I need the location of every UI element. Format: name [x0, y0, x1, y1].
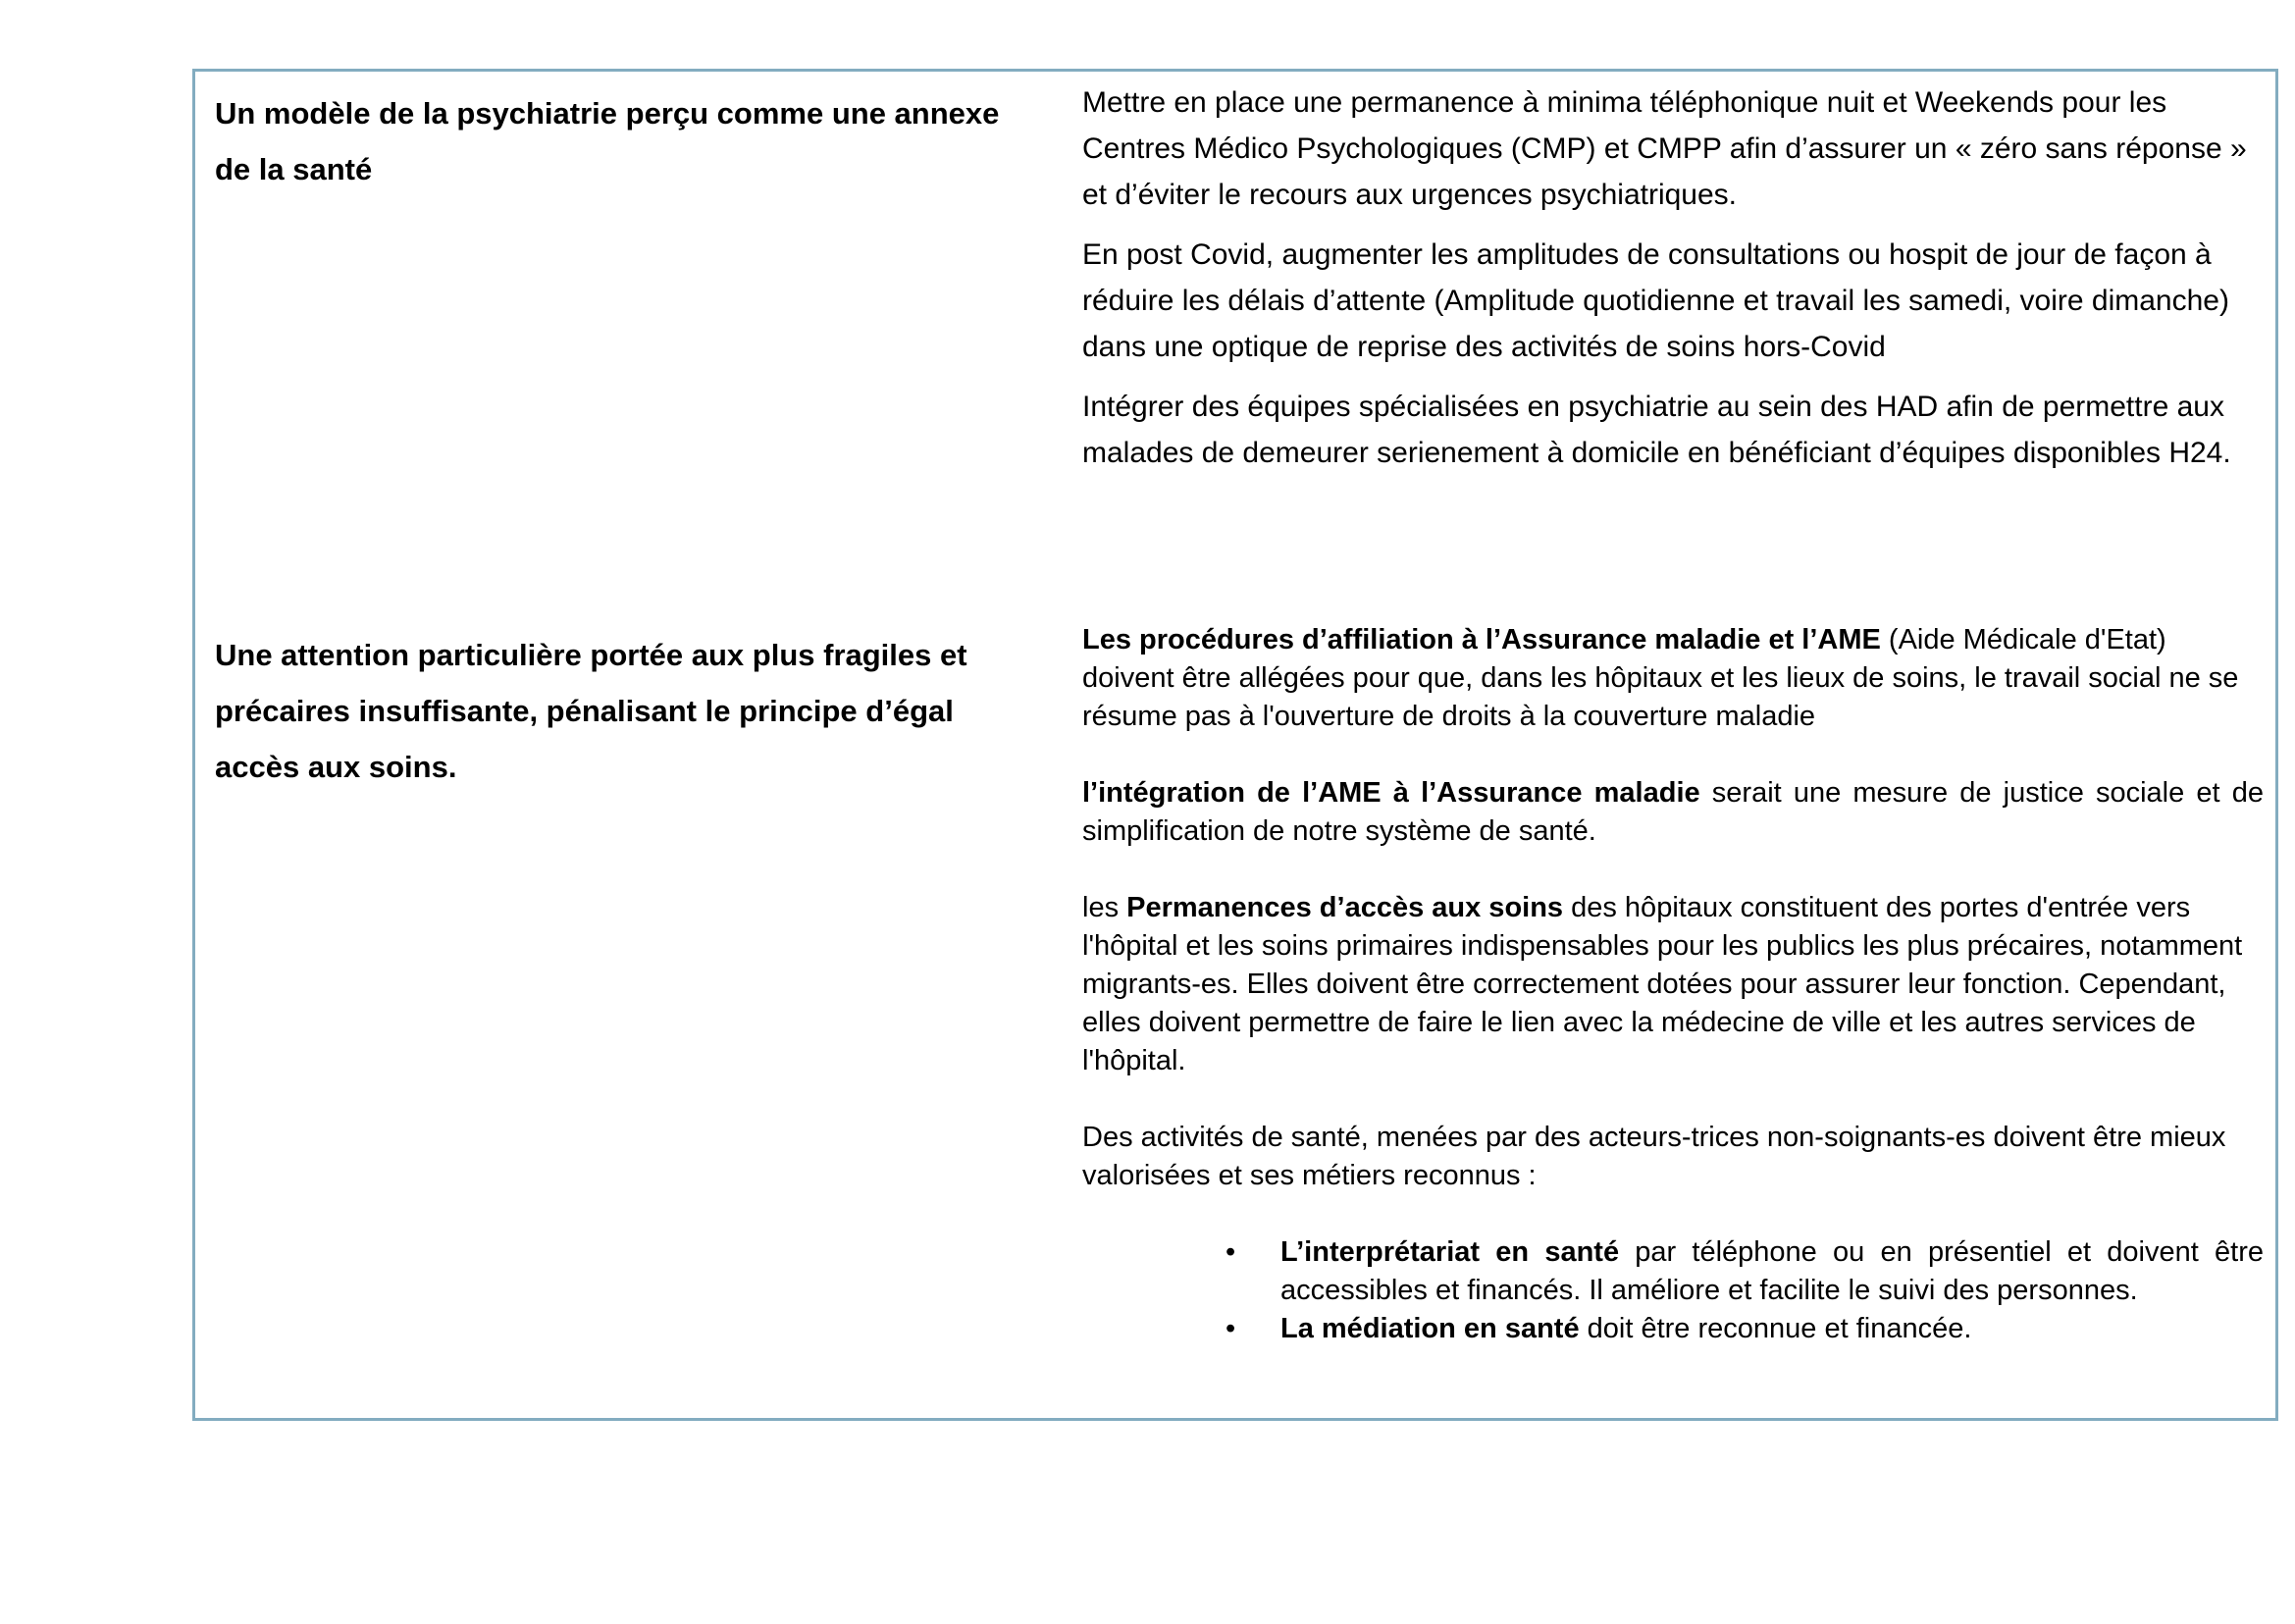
paragraph-rest-text: serait une mesure de justice sociale et de simplification de notre système de santé. — [1082, 777, 2264, 847]
row2-paragraph-1 — [1082, 621, 2264, 736]
row2-paragraph-4 — [1082, 1119, 2264, 1195]
row2-heading-cell — [195, 613, 1068, 1418]
two-column-table — [192, 69, 2278, 1421]
paragraph-rest-text: (Aide Médicale d'Etat) doivent être allégées pour que, dans les hôpitaux et les lieux de soins, le travail social ne se résume pas à l'ouverture de droits à la couverture maladie — [1082, 624, 2239, 732]
bullet-text — [1280, 1310, 2264, 1348]
bullet-dot-icon: • — [1226, 1313, 1236, 1344]
row1-heading-cell — [195, 72, 1068, 613]
row1-paragraph-3: Intégrer des équipes spécialisées en psychiatrie au sein des HAD afin de permettre aux malades de demeurer serienement à domicile en bénéficiant d’équipes disponibles H24. — [1082, 391, 2231, 469]
row1-paragraph-1: Mettre en place une permanence à minima téléphonique nuit et Weekends pour les Centres Médico Psychologiques (CMP) et CMPP afin d’assurer un « zéro sans réponse » et d’éviter le recours aux urgences psychiatriques. — [1082, 86, 2247, 211]
row1-heading: Un modèle de la psychiatrie perçu comme une annexe de la santé — [215, 96, 1000, 186]
paragraph-bold-text: l’intégration de l’AME à l’Assurance maladie — [1082, 777, 1700, 809]
row2-heading: Une attention particulière portée aux plus fragiles et précaires insuffisante, pénalisant le principe d’égal accès aux soins. — [215, 638, 967, 784]
paragraph-rest-text: des hôpitaux constituent des portes d'entrée vers l'hôpital et les soins primaires indispensables pour les publics les plus précaires, notamment migrants-es. Elles doivent être correctement dotées pour assurer leur fonction. Cependant, elles doivent permettre de faire le lien avec la médecine de ville et les autres services de l'hôpital. — [1082, 892, 2243, 1076]
bullet-bold-text: La médiation en santé — [1280, 1313, 1580, 1344]
row2-content-cell — [1068, 613, 2275, 1418]
row1-content-cell — [1068, 72, 2275, 613]
row2-paragraph-2 — [1082, 774, 2264, 851]
bullet-dot-icon: • — [1226, 1236, 1236, 1268]
bullet-item-mediation — [1226, 1310, 2264, 1348]
bullet-list — [1226, 1233, 2264, 1348]
paragraph-bold-text: Les procédures d’affiliation à l’Assurance maladie et l’AME — [1082, 624, 1881, 655]
bullet-rest-text: doit être reconnue et financée. — [1579, 1313, 1972, 1344]
paragraph-lead-text: les — [1082, 892, 1127, 923]
row2-paragraph-3 — [1082, 889, 2264, 1080]
paragraph-bold-text: Permanences d’accès aux soins — [1126, 892, 1564, 923]
bullet-bold-text: L’interprétariat en santé — [1280, 1236, 1620, 1268]
row1-paragraph-2: En post Covid, augmenter les amplitudes de consultations ou hospit de jour de façon à réduire les délais d’attente (Amplitude quotidienne et travail les samedi, voire dimanche) dans une optique de reprise des activités de soins hors-Covid — [1082, 238, 2229, 363]
bullet-rest-text: par téléphone ou en présentiel et doivent être accessibles et financés. Il améliore et facilite le suivi des personnes. — [1280, 1236, 2264, 1306]
bullet-text — [1280, 1233, 2264, 1310]
paragraph-rest-text: Des activités de santé, menées par des acteurs-trices non-soignants-es doivent être mieux valorisées et ses métiers reconnus : — [1082, 1122, 2226, 1191]
bullet-item-interpretariat — [1226, 1233, 2264, 1310]
